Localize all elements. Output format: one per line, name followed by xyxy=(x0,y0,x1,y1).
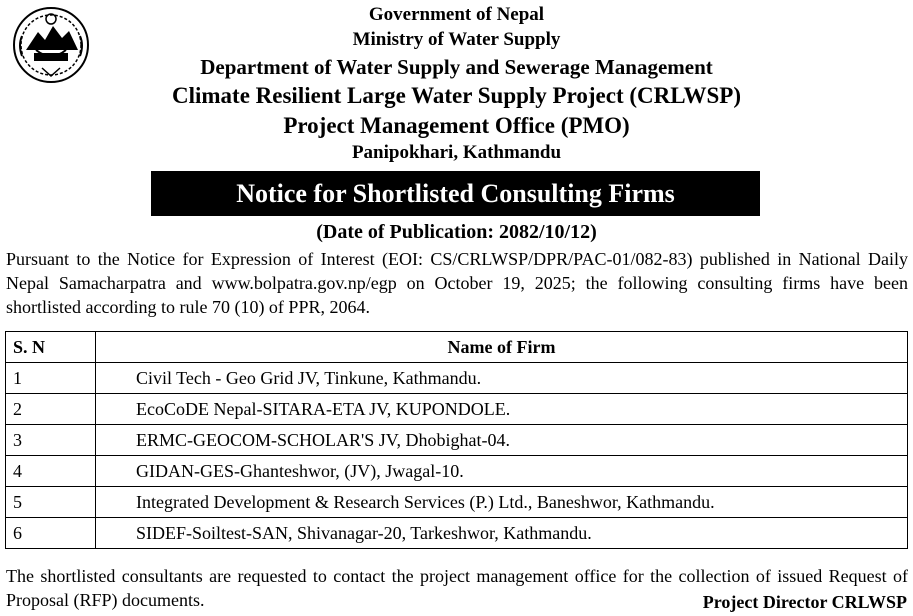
publication-date: (Date of Publication: 2082/10/12) xyxy=(316,221,597,243)
row-firm-name: ERMC-GEOCOM-SCHOLAR'S JV, Dhobighat-04. xyxy=(96,425,908,456)
table-row xyxy=(6,425,908,456)
row-sn: 2 xyxy=(6,394,96,425)
table-row xyxy=(6,363,908,394)
header-address: Panipokhari, Kathmandu xyxy=(351,142,562,163)
column-header-firm: Name of Firm xyxy=(96,332,908,363)
row-firm-name: GIDAN-GES-Ghanteshwor, (JV), Jwagal-10. xyxy=(96,456,908,487)
header-pmo: Project Management Office (PMO) xyxy=(283,113,630,138)
column-header-sn: S. N xyxy=(6,332,96,363)
row-firm-name: Integrated Development & Research Services (P.) Ltd., Baneshwor, Kathmandu. xyxy=(96,487,908,518)
intro-paragraph: Pursuant to the Notice for Expression of Interest (EOI: CS/CRLWSP/DPR/PAC-01/082-83) published in National Daily Nepal Samacharpatra and www.bolpatra.gov.np/egp on October 19, 2025; the following consulting firms have been shortlisted according to rule 70 (10) of PPR, 2064. xyxy=(6,249,908,317)
row-sn: 3 xyxy=(6,425,96,456)
header-project: Climate Resilient Large Water Supply Project (CRLWSP) xyxy=(172,83,741,108)
row-sn: 6 xyxy=(6,518,96,549)
footer-paragraph: The shortlisted consultants are requested to contact the project management office for the collection of issued Request of Proposal (RFP) documents. xyxy=(6,566,908,610)
header-ministry: Ministry of Water Supply xyxy=(352,29,561,50)
header-department: Department of Water Supply and Sewerage Management xyxy=(200,55,713,79)
row-firm-name: SIDEF-Soiltest-SAN, Shivanagar-20, Tarkeshwor, Kathmandu. xyxy=(96,518,908,549)
notice-title-banner: Notice for Shortlisted Consulting Firms xyxy=(151,171,760,216)
table-header-row xyxy=(6,332,908,363)
row-sn: 1 xyxy=(6,363,96,394)
row-sn: 4 xyxy=(6,456,96,487)
table-row xyxy=(6,456,908,487)
shortlist-table xyxy=(5,331,908,549)
header-government: Government of Nepal xyxy=(368,4,545,25)
row-firm-name: Civil Tech - Geo Grid JV, Tinkune, Kathmandu. xyxy=(96,363,908,394)
table-row xyxy=(6,518,908,549)
row-sn: 5 xyxy=(6,487,96,518)
table-row xyxy=(6,487,908,518)
row-firm-name: EcoCoDE Nepal-SITARA-ETA JV, KUPONDOLE. xyxy=(96,394,908,425)
signature: Project Director CRLWSP xyxy=(702,592,907,612)
table-row xyxy=(6,394,908,425)
